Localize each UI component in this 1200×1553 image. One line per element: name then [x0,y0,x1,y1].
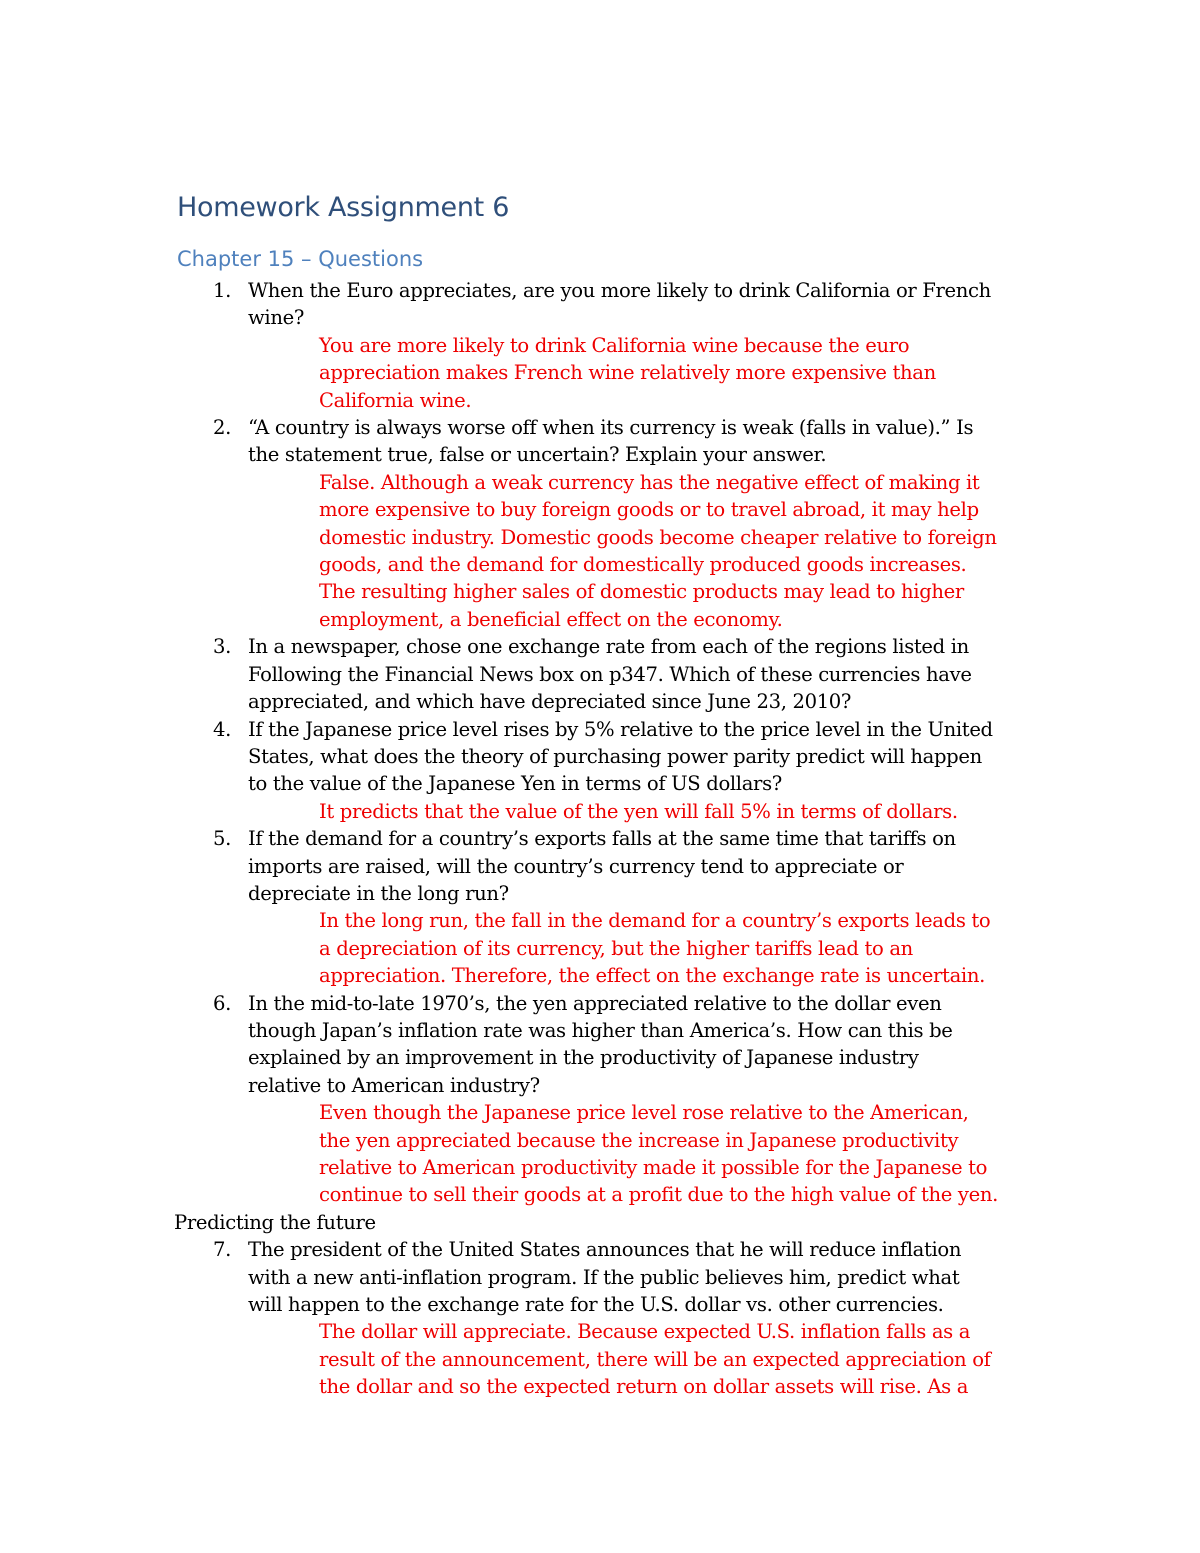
answer-text-line: In the long run, the fall in the demand for a country’s exports leads to [319,909,991,933]
question-number: 5. [213,827,231,851]
question-text-line: appreciated, and which have depreciated since June 23, 2010? [248,690,852,714]
answer-text-line: It predicts that the value of the yen will fall 5% in terms of dollars. [319,799,958,823]
question-text-line: When the Euro appreciates, are you more likely to drink California or French [248,279,991,302]
answer-text-line: The resulting higher sales of domestic products may lead to higher [319,580,964,604]
answer-block [177,798,1050,825]
question-item [177,1236,1050,1318]
question-list [177,277,1050,1209]
answer-text-line: You are more likely to drink California wine because the euro [319,333,910,357]
question-text-line: imports are raised, will the country’s currency tend to appreciate or [248,854,904,878]
question-number: 6. [213,991,231,1015]
question-text-line: explained by an improvement in the productivity of Japanese industry [248,1046,919,1070]
question-text-line: The president of the United States announces that he will reduce inflation [248,1238,962,1262]
answer-text-line: relative to American productivity made it possible for the Japanese to [319,1156,988,1179]
question-text-line: with a new anti-inflation program. If the public believes him, predict what [248,1265,960,1289]
question-text-line: will happen to the exchange rate for the U.S. dollar vs. other currencies. [248,1293,944,1317]
answer-block [177,332,1050,414]
answer-text-line: False. Although a weak currency has the negative effect of making it [319,470,980,494]
question-text-line: wine? [248,306,305,330]
answer-text-line: more expensive to buy foreign goods or to travel abroad, it may help [319,498,979,522]
answer-text-line: Even though the Japanese price level rose relative to the American, [319,1101,969,1125]
answer-text-line: the dollar and so the expected return on dollar assets will rise. As a [319,1375,969,1399]
answer-text-line: the yen appreciated because the increase in Japanese productivity [319,1128,959,1152]
question-list-2 [177,1236,1050,1400]
answer-text-line: appreciation. Therefore, the effect on the exchange rate is uncertain. [319,964,985,988]
question-text-line: “A country is always worse off when its currency is weak (falls in value).” Is [248,416,974,440]
question-text-line: relative to American industry? [248,1073,540,1097]
question-text-line: If the Japanese price level rises by 5% relative to the price level in the United [248,717,993,741]
document-title: Homework Assignment 6 [177,192,510,223]
answer-block [177,1099,1050,1209]
question-text-line: to the value of the Japanese Yen in terms of US dollars? [248,772,782,796]
question-text-line: If the demand for a country’s exports falls at the same time that tariffs on [248,827,956,851]
answer-text-line: appreciation makes French wine relatively more expensive than [319,361,936,385]
answer-text-line: California wine. [319,388,472,412]
question-item [177,716,1050,798]
question-item [177,277,1050,332]
answer-text-line: a depreciation of its currency, but the higher tariffs lead to an [319,936,913,960]
question-item [177,414,1050,469]
answer-text-line: The dollar will appreciate. Because expected U.S. inflation falls as a [319,1320,971,1344]
question-item [177,990,1050,1100]
question-item [177,825,1050,907]
question-text-line: Following the Financial News box on p347. Which of these currencies have [248,662,972,686]
question-text-line: In the mid-to-late 1970’s, the yen appreciated relative to the dollar even [248,991,942,1015]
question-item [177,633,1050,715]
chapter-heading: Chapter 15 – Questions [177,247,424,271]
question-number: 4. [213,717,231,741]
question-number: 1. [213,279,231,302]
answer-text-line: domestic industry. Domestic goods become cheaper relative to foreign [319,525,997,549]
answer-text-line: continue to sell their goods at a profit due to the high value of the yen. [319,1183,998,1207]
question-text-line: States, what does the theory of purchasing power parity predict will happen [248,744,982,768]
answer-text-line: goods, and the demand for domestically produced goods increases. [319,553,967,577]
question-text-line: the statement true, false or uncertain? Explain your answer. [248,443,827,467]
answer-text-line: employment, a beneficial effect on the economy. [319,607,783,631]
answer-block [177,1318,1050,1400]
section-label: Predicting the future [174,1210,376,1234]
question-number: 7. [213,1238,231,1262]
answer-block [177,469,1050,633]
answer-text-line: result of the announcement, there will be an expected appreciation of [319,1347,991,1371]
question-text-line: depreciate in the long run? [248,881,509,905]
question-number: 3. [213,635,231,659]
question-text-line: In a newspaper, chose one exchange rate from each of the regions listed in [248,635,969,659]
answer-block [177,907,1050,989]
question-text-line: though Japan’s inflation rate was higher than America’s. How can this be [248,1018,953,1042]
question-number: 2. [213,416,231,440]
